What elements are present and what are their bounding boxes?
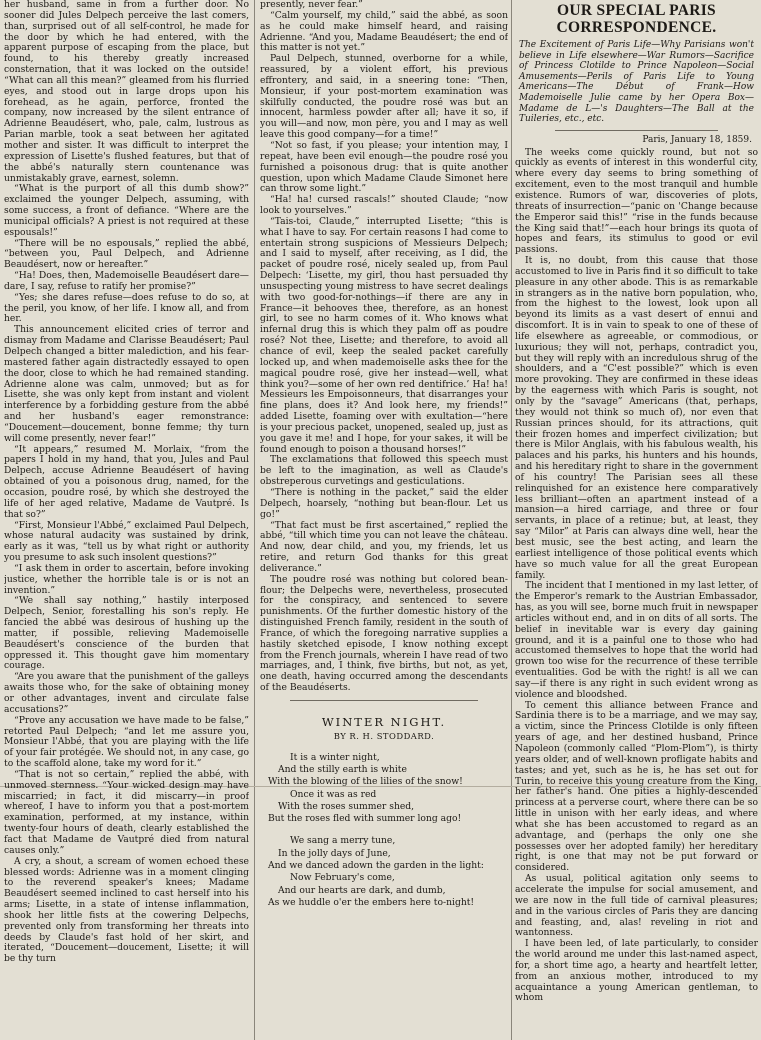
- story-paragraph: A cry, a shout, a scream of women echoed these blessed words: Adrienne was in a moment clinging to the reverend speaker's knees; Madame Beaudésert seemed inclined to cast herself into his arms; Lisette, in a state of intense inflammation, shook her little fists at the cowering Delpechs, prevented only from transforming her threats into deeds by Claude's fast hold of her skirt, and iterated, “Doucement—doucement, Lisette; it will be thy turn: [4, 855, 249, 965]
- story-paragraph: presently, never fear.”: [260, 0, 363, 10]
- article-title: OUR SPECIAL PARIS CORRESPONDENCE.: [556, 2, 717, 36]
- story-paragraph: “Ha! Does, then, Mademoiselle Beaudésert dare—dare, I say, refuse to ratify her promise?”: [4, 270, 249, 292]
- story-paragraph: “There will be no espousals,” replied the abbé, “between you, Paul Delpech, and Adrienne Beaudésert, now or hereafter.”: [4, 237, 249, 271]
- story-paragraph: “Prove any accusation we have made to be false,” retorted Paul Delpech; “and let me assure you, Monsieur l'Abbé, that you are playing with the life of your fair protégée. We should not, in any case, go to the scaffold alone, take my word for it.”: [4, 714, 249, 770]
- story-paragraph: “Calm yourself, my child,” said the abbé, as soon as he could make himself heard, and raising Adrienne. “And you, Madame Beaudésert; the end of this matter is not yet.”: [260, 9, 508, 54]
- story-column-middle: [260, 0, 508, 1040]
- story-paragraph: “That is not so certain,” replied the abbé, with unmoved sternness. “Your wicked design may have miscarried; in fact, it did miscarry—in proof whereof, I have to inform you that a post-mortem examination, performed, at my instance, within twenty-four hours of death, clearly established the fact that Madame de Vautpré died from natural causes only.”: [4, 768, 249, 856]
- story-paragraph: “Not so fast, if you please; your intention may, I repeat, have been evil enough—the poudre rosé you furnished a poisonous drug: that is quite another question, upon which Madame Claude Simonet here can throw some light.”: [260, 139, 508, 195]
- poem-line: Once it was as red: [290, 788, 377, 800]
- story-paragraph: “Are you aware that the punishment of the galleys awaits those who, for the sake of obtaining money or other advantages, invent and circulate false accusations?”: [4, 671, 249, 715]
- story-paragraph: “There is nothing in the packet,” said the elder Delpech, hoarsely, “nothing but bean-flour. Let us go!”: [260, 486, 508, 520]
- poem-line: And the stilly earth is white: [278, 763, 407, 775]
- story-paragraph: This announcement elicited cries of terror and dismay from Madame and Clarisse Beaudésert; Paul Delpech changed a bitter malediction, and his fear-mastered father again distractedly essayed to open the door, close to which he had remained standing. Adrienne alone was calm, unmoved; but as for Lisette, she was only kept from instant and violent interference by a forbidding gesture from the abbé and her husband's eager remonstrance: “Doucement—doucement, bonne femme; thy turn will come presently, never fear!”: [4, 324, 249, 444]
- title-divider: [555, 130, 718, 131]
- poem-line: In the jolly days of June,: [278, 847, 391, 859]
- story-paragraph: “We shall say nothing,” hastily interposed Delpech, Senior, forestalling his son's reply. He fancied the abbé was desirous of hushing up the matter, if possible, relieving Mademoiselle Beaudésert's conscience of the burden that oppressed it. This thought gave him momentary courage.: [4, 595, 249, 672]
- poem-line: As we huddle o'er the embers here to-night!: [268, 896, 475, 908]
- story-paragraph: “Yes; she dares refuse—does refuse to do so, at the peril, you know, of her life. I know all, and from her.: [4, 291, 249, 325]
- article-subhead: The Excitement of Paris Life—Why Parisians won't believe in Life elsewhere—War Rumors—Sacrifice of Princess Clotilde to Prince Napoleon—Social Amusements—Perils of Paris Life to Young Americans—The Début of Frank—How Mademoiselle Julie came by her Opera Box—Madame de L—'s Daughters—The Ball at the Tuileries, etc., etc.: [519, 40, 754, 125]
- poem-title: WINTER NIGHT.: [321, 715, 447, 729]
- article-paragraph: The weeks come quickly round, but not so quickly as events of interest in this wonderful city, where every day seems to bring something of excitement, even to the most tranquil and humble existence. Rumors of war, discoveries of plots, threats of insurrection—“panic on 'Change because the Emperor said this!” “rise in the funds because the King said that!”—each hour brings its quota of hopes and fears, its stimulus to good or evil passions.: [515, 146, 758, 256]
- dateline: Paris, January 18, 1859.: [642, 134, 752, 145]
- story-paragraph: “I ask them in order to ascertain, before invoking justice, whether the horrible tale is or is not an invention.”: [4, 562, 249, 596]
- article-paragraph: It is, no doubt, from this cause that those accustomed to live in Paris find it so difficult to take pleasure in any other abode. This is as remarkable in strangers as in the native born population, who, from the highest to the lowest, look upon all beyond its limits as a vast desert of ennui and discomfort. It is in vain to speak to one of these of life elsewhere as agreeable, or commodious, or luxurious; they will not, perhaps, contradict you, but they will reply with an incredulous shrug of the shoulders, and a “C'est possible?” which is even more provoking. They are confirmed in these ideas by the eagerness with which Paris is sought, not only by the “savage” Americans (that, perhaps, they would not think so much of), nor even that Russian princes should, for its attractions, quit their frozen homes and imperfect civilization; but there is Milor Anglais, with his fabulous wealth, his palaces and his parks, his hunters and his hounds, and his hereditary right to share in the government of his country! The Parisian sees all these relinquished for an existence here comparatively less brilliant—often an apartment instead of a mansion—a hired carriage, and three or four servants, in place of a retinue; but, at least, they say “Milor” at Paris can always dine well, hear the best music, see the best acting, and learn the earliest intelligence of those political events which have so much value for all the great European family.: [515, 255, 758, 581]
- poem-line: It is a winter night,: [290, 751, 380, 763]
- poem: [260, 717, 508, 909]
- poem-line: With the blowing of the lilies of the snow!: [268, 776, 463, 788]
- column-rule-left: [254, 0, 255, 1040]
- correspondence-column: [515, 0, 758, 1040]
- article-paragraph: The incident that I mentioned in my last letter, of the Emperor's remark to the Austrian Embassador, has, as you will see, borne much fruit in newspaper articles without end, and in on dits of all sorts. The belief in inevitable war is every day gaining ground, and it is a painful one to those who had accustomed themselves to hope that the world had grown too wise for the recurrence of these terrible eventualities. God be with the right! is all we can say—if there is any right in such evident wrong as violence and bloodshed.: [515, 580, 758, 700]
- poem-byline: BY R. H. STODDARD.: [333, 730, 435, 741]
- story-paragraph: “What is the purport of all this dumb show?” exclaimed the younger Delpech, assuming, with some success, a front of defiance. “Where are the municipal officials? A priest is not required at these espousals!”: [4, 183, 249, 238]
- story-paragraph: “It appears,” resumed M. Morlaix, “from the papers I hold in my hand, that you, Jules and Paul Delpech, accuse Adrienne Beaudésert of having obtained of you a poisonous drug, named, for the occasion, poudre rosé, by which she destroyed the life of her aged relative, Madame de Vautpré. Is that so?”: [4, 443, 249, 520]
- poem-line: And we danced adown the garden in the light:: [268, 860, 484, 872]
- article-paragraph: As usual, political agitation only seems to accelerate the impulse for social amusement, and we are now in the full tide of carnival pleasures; and in the various circles of Paris they are dancing and feasting, and, alas! reveling in riot and wantonness.: [515, 873, 758, 939]
- article-paragraph: I have been led, of late particularly, to consider the world around me under this last-named aspect, for, a short time ago, a hearty and heartfelt letter, from an anxious mother, introduced to my acquaintance a young American gentleman, to whom: [515, 938, 758, 1004]
- section-divider: [290, 700, 478, 701]
- article-paragraph: To cement this alliance between France and Sardinia there is to be a marriage, and we may say, a victim, since the Princess Clotilde is only fifteen years of age, and her destined husband, Prince Napoleon (commonly called “Plom-Plom”), is thirty years older, and of well-known profligate habits and tastes; and yet, such as he is, he has set out for Turin, to receive this young creature from the King, her father's hand. One pities a highly-descended princess at a perverse court, where there can be so little in unison with her early ideas, and where what she has been accustomed to regard as an advantage, and (perhaps the only one she possesses over her adopted family) her hereditary right, is one that may not be put forward or considered.: [515, 699, 758, 874]
- poem-line: We sang a merry tune,: [290, 835, 396, 847]
- story-paragraph: “Tais-toi, Claude,” interrupted Lisette; “this is what I have to say. For certain reasons I had come to entertain strong suspicions of Messieurs Delpech; and I said to myself, after receiving, as I did, the packet of poudre rosé, nicely sealed up, from Paul Delpech: ‘Lisette, my girl, thou hast persuaded thy unsuspecting young mistress to have secret dealings with two good-for-nothings—if there are any in France—it behooves thee, therefore, as an honest girl, to see no harm comes of it. Who knows what infernal drug this is which they palm off as poudre rosé? Not thee, Lisette; and therefore, to avoid all chance of evil, keep the sealed packet carefully locked up, and when mademoiselle asks thee for the magical poudre rosé, give her instead—well, what think you?—some of her own red dentifrice.’ Ha! ha! Messieurs les Empoisonneurs, that disarranges your fine plans, does it? And look here, my friends!” added Lisette, foaming over with exultation—“here is your precious packet, unopened, sealed up, just as you gave it me! and I hope, for your sakes, it will be found enough to poison a thousand horses!”: [260, 215, 508, 455]
- poem-line: With the roses summer shed,: [278, 800, 415, 812]
- poem-line: But the roses fled with summer long ago!: [268, 813, 462, 825]
- poem-stanza: [268, 835, 508, 909]
- story-paragraph: her husband, same in from a further door. No sooner did Jules Delpech perceive the last comers, than, surprised out of all self-control, he made for the door by which he had entered, with the apparent purpose of escaping from the place, but found, to his thereby greatly increased consternation, that it was locked on the outside! “What can all this mean?” gleamed from his flurried eyes, and stood out in large drops upon his forehead, as he again, perforce, fronted the company, now increased by the silent entrance of Adrienne Beaudésert, who, pale, calm, lustrous as Parian marble, took a seat between her agitated mother and sister. It was difficult to interpret the expression of Lisette's flushed features, but that of the abbé's naturally stern countenance was unmistakably grave, earnest, solemn.: [4, 0, 249, 184]
- story-paragraph: Paul Delpech, stunned, overborne for a while, reassured, by a violent effort, his previous effrontery, and said, in a sneering tone: “Then, Monsieur, if your post-mortem examination was skilfully conducted, the poudre rosé was but an innocent, harmless powder after all; have it so, if you will—and now, mon père, you and I may as well leave this good company—for a time!”: [260, 53, 508, 141]
- poem-line: And our hearts are dark, and dumb,: [278, 884, 446, 896]
- story-column-left: [4, 0, 249, 1040]
- story-paragraph: “Ha! ha! cursed rascals!” shouted Claude; “now look to yourselves.”: [260, 194, 508, 217]
- story-paragraph: The exclamations that followed this speech must be left to the imagination, as well as Claude's obstreperous curvetings and gesticulations.: [260, 454, 508, 488]
- story-paragraph: The poudre rosé was nothing but colored bean-flour; the Delpechs were, nevertheless, prosecuted for the conspiracy, and sentenced to severe punishments. Of the further domestic history of the distinguished French family, resident in the south of France, of which the foregoing narrative supplies a hastily sketched episode, I know nothing except from the French journals, wherein I have read of two marriages, and, I think, five births, but not, as yet, one death, having occurred among the descendants of the Beaudéserts.: [260, 573, 508, 694]
- story-paragraph: “First, Monsieur l'Abbé,” exclaimed Paul Delpech, whose natural audacity was sustained by drink, early as it was, “tell us by what right or authority you presume to ask such insolent questions?”: [4, 519, 249, 564]
- poem-stanza: [268, 752, 508, 826]
- poem-line: Now February's come,: [290, 872, 395, 884]
- story-paragraph: “That fact must be first ascertained,” replied the abbé, “till which time you can not leave the château. And now, dear child, and you, my friends, let us retire, and return God thanks for this great deliverance.”: [260, 519, 508, 574]
- column-rule-right: [511, 0, 512, 1040]
